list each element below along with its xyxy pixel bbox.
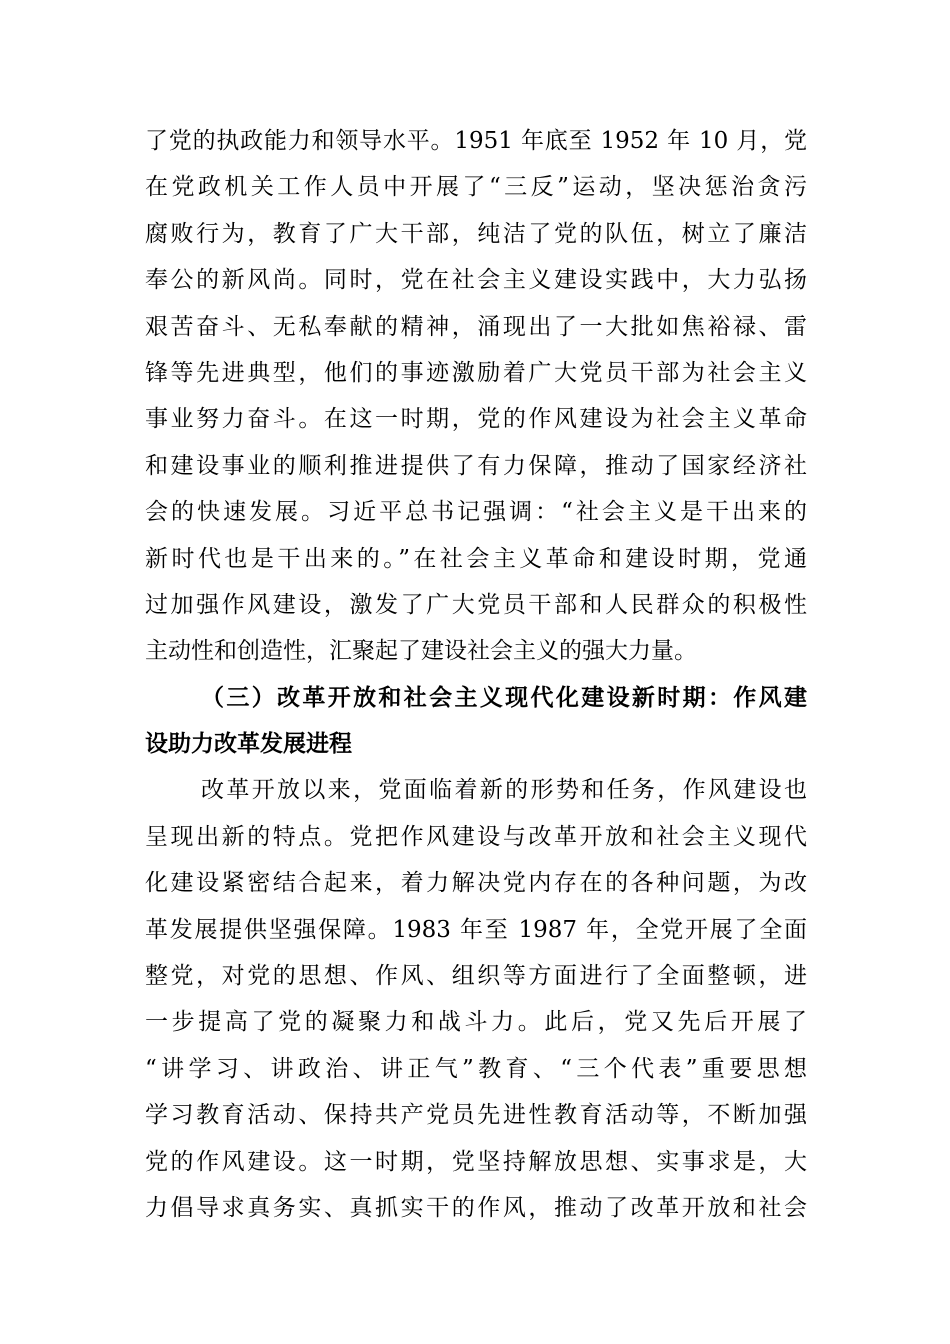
paragraph-reform-opening bbox=[145, 767, 807, 1231]
section-heading bbox=[145, 675, 807, 768]
paragraph-socialist-construction bbox=[145, 118, 807, 675]
text-line: 革发展提供坚强保障。1983 年至 1987 年，全党开展了全面 bbox=[145, 916, 807, 943]
text-line: 新时代也是干出来的。”在社会主义革命和建设时期，党通 bbox=[145, 545, 807, 572]
heading-line: 设助力改革发展进程 bbox=[145, 730, 352, 758]
heading-line: （三）改革开放和社会主义现代化建设新时期：作风建 bbox=[201, 683, 807, 711]
text-line: 一步提高了党的凝聚力和战斗力。此后，党又先后开展了 bbox=[145, 1009, 807, 1036]
document-page bbox=[145, 118, 807, 1231]
text-line: 党的作风建设。这一时期，党坚持解放思想、实事求是，大 bbox=[145, 1148, 807, 1175]
text-line: 会的快速发展。习近平总书记强调：“社会主义是干出来的 bbox=[145, 499, 807, 526]
text-line: 力倡导求真务实、真抓实干的作风，推动了改革开放和社会 bbox=[145, 1194, 807, 1221]
text-line: 腐败行为，教育了广大干部，纯洁了党的队伍，树立了廉洁 bbox=[145, 220, 807, 247]
text-line: 和建设事业的顺利推进提供了有力保障，推动了国家经济社 bbox=[145, 452, 807, 479]
text-line: 在党政机关工作人员中开展了“三反”运动，坚决惩治贪污 bbox=[145, 174, 807, 201]
text-line: 整党，对党的思想、作风、组织等方面进行了全面整顿，进 bbox=[145, 963, 807, 990]
text-line: 奉公的新风尚。同时，党在社会主义建设实践中，大力弘扬 bbox=[145, 267, 807, 294]
text-line: “讲学习、讲政治、讲正气”教育、“三个代表”重要思想 bbox=[145, 1055, 807, 1082]
text-line: 锋等先进典型，他们的事迹激励着广大党员干部为社会主义 bbox=[145, 359, 807, 386]
text-line: 呈现出新的特点。党把作风建设与改革开放和社会主义现代 bbox=[145, 823, 807, 850]
text-line: 学习教育活动、保持共产党员先进性教育活动等，不断加强 bbox=[145, 1102, 807, 1129]
text-line: 主动性和创造性，汇聚起了建设社会主义的强大力量。 bbox=[145, 638, 697, 665]
text-line: 化建设紧密结合起来，着力解决党内存在的各种问题，为改 bbox=[145, 870, 807, 897]
text-line: 改革开放以来，党面临着新的形势和任务，作风建设也 bbox=[201, 777, 807, 804]
text-line: 事业努力奋斗。在这一时期，党的作风建设为社会主义革命 bbox=[145, 406, 807, 433]
text-line: 过加强作风建设，激发了广大党员干部和人民群众的积极性 bbox=[145, 591, 807, 618]
text-line: 了党的执政能力和领导水平。1951 年底至 1952 年 10 月，党 bbox=[145, 128, 807, 154]
text-line: 艰苦奋斗、无私奉献的精神，涌现出了一大批如焦裕禄、雷 bbox=[145, 313, 807, 340]
